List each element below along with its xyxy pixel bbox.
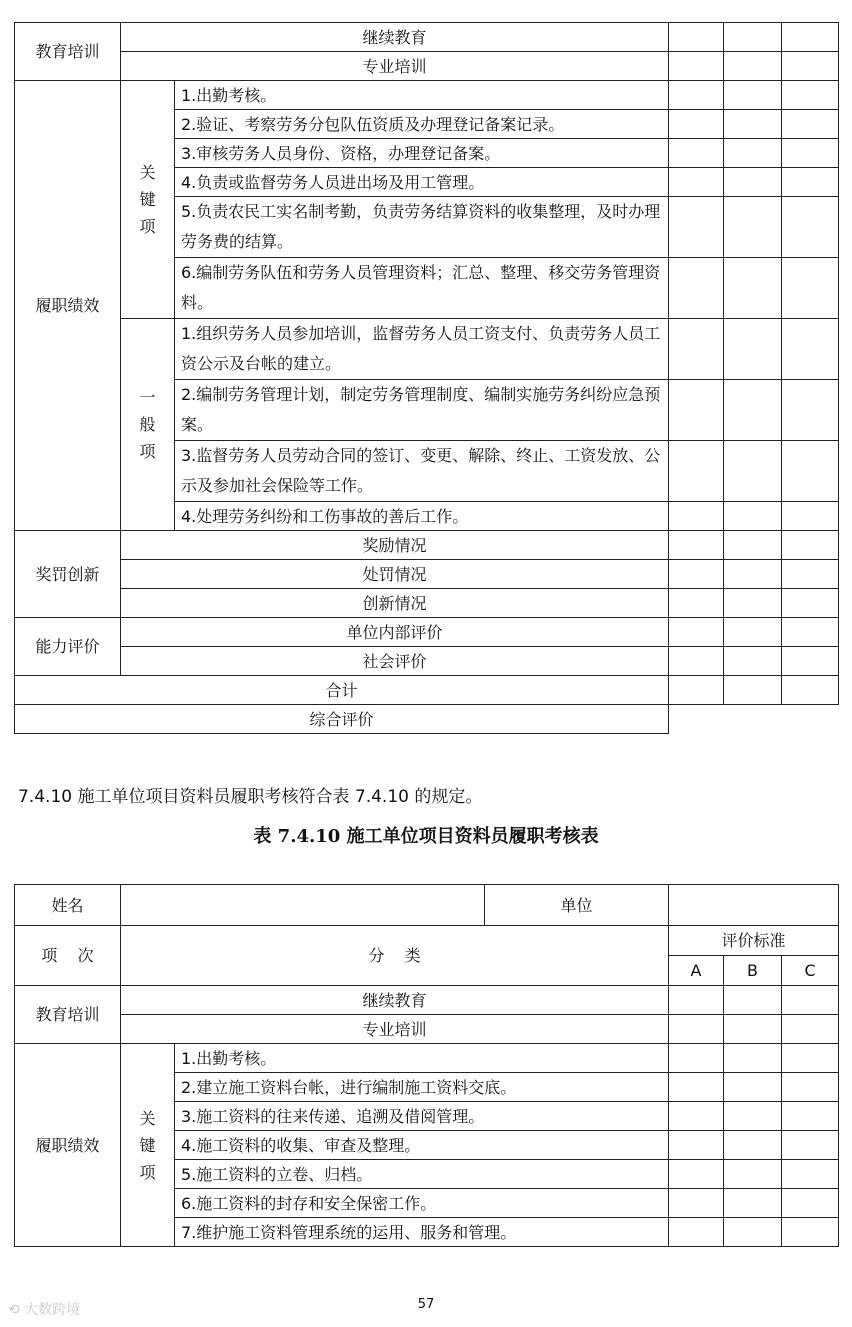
table-row xyxy=(15,589,839,618)
perf-label: 履职绩效 xyxy=(15,1044,121,1247)
criteria-header: 评价标准 xyxy=(669,926,839,956)
key-item: 5.负责农民工实名制考勤，负责劳务结算资料的收集整理，及时办理劳务费的结算。 xyxy=(175,197,669,258)
edu-item: 专业培训 xyxy=(121,52,669,81)
page-number: 57 xyxy=(417,1297,435,1312)
watermark-text: 大数跨境 xyxy=(24,1302,81,1318)
reward-item: 奖励情况 xyxy=(121,531,669,560)
general-items-label: 一 般 项 xyxy=(121,319,175,531)
table-row xyxy=(15,1015,839,1044)
watermark xyxy=(8,1299,80,1319)
watermark-icon: ⟲ xyxy=(8,1302,25,1318)
table-row xyxy=(15,81,839,110)
key-item: 4.负责或监督劳务人员进出场及用工管理。 xyxy=(175,168,669,197)
table-row xyxy=(15,23,839,52)
unit-value xyxy=(669,885,839,926)
table-row xyxy=(15,319,839,380)
reward-item: 处罚情况 xyxy=(121,560,669,589)
overall-label: 综合评价 xyxy=(15,705,669,734)
table-caption: 表 7.4.10 施工单位项目资料员履职考核表 xyxy=(253,826,599,847)
table-row xyxy=(15,1044,839,1073)
name-value xyxy=(121,885,485,926)
labor-assessment-table xyxy=(14,22,839,734)
edu-item: 继续教育 xyxy=(121,986,669,1015)
key-item: 7.维护施工资料管理系统的运用、服务和管理。 xyxy=(175,1218,669,1247)
unit-label: 单位 xyxy=(485,885,669,926)
ability-item: 社会评价 xyxy=(121,647,669,676)
table-row xyxy=(15,926,839,956)
key-item: 4.施工资料的收集、审查及整理。 xyxy=(175,1131,669,1160)
perf-label: 履职绩效 xyxy=(15,81,121,531)
total-label: 合计 xyxy=(15,676,669,705)
category-header: 分 类 xyxy=(121,926,669,986)
key-item: 5.施工资料的立卷、归档。 xyxy=(175,1160,669,1189)
general-item: 1.组织劳务人员参加培训，监督劳务人员工资支付、负责劳务人员工资公示及台帐的建立。 xyxy=(175,319,669,380)
key-item: 6.施工资料的封存和安全保密工作。 xyxy=(175,1189,669,1218)
key-items-label: 关 键 项 xyxy=(121,81,175,319)
key-items-label: 关 键 项 xyxy=(121,1044,175,1247)
edu-item: 继续教育 xyxy=(121,23,669,52)
key-item: 6.编制劳务队伍和劳务人员管理资料；汇总、整理、移交劳务管理资料。 xyxy=(175,258,669,319)
table-row xyxy=(15,647,839,676)
grade-b: B xyxy=(724,956,782,986)
reward-label: 奖罚创新 xyxy=(15,531,121,618)
key-item: 1.出勤考核。 xyxy=(175,1044,669,1073)
grade-a: A xyxy=(669,956,724,986)
clause-7-4-10: 7.4.10 施工单位项目资料员履职考核符合表 7.4.10 的规定。 xyxy=(18,787,483,807)
archivist-assessment-table xyxy=(14,884,839,1247)
key-item: 2.验证、考察劳务分包队伍资质及办理登记备案记录。 xyxy=(175,110,669,139)
reward-item: 创新情况 xyxy=(121,589,669,618)
edu-label: 教育培训 xyxy=(15,23,121,81)
key-item: 3.审核劳务人员身份、资格，办理登记备案。 xyxy=(175,139,669,168)
table-row xyxy=(15,705,839,734)
key-item: 2.建立施工资料台帐，进行编制施工资料交底。 xyxy=(175,1073,669,1102)
grade-c: C xyxy=(782,956,839,986)
item-header: 项 次 xyxy=(15,926,121,986)
table-row xyxy=(15,52,839,81)
edu-label: 教育培训 xyxy=(15,986,121,1044)
general-item: 2.编制劳务管理计划，制定劳务管理制度、编制实施劳务纠纷应急预案。 xyxy=(175,380,669,441)
key-item: 1.出勤考核。 xyxy=(175,81,669,110)
ability-label: 能力评价 xyxy=(15,618,121,676)
ability-item: 单位内部评价 xyxy=(121,618,669,647)
table-row xyxy=(15,560,839,589)
name-label: 姓名 xyxy=(15,885,121,926)
table-row xyxy=(15,531,839,560)
general-item: 3.监督劳务人员劳动合同的签订、变更、解除、终止、工资发放、公示及参加社会保险等工作。 xyxy=(175,441,669,502)
table-row xyxy=(15,618,839,647)
edu-item: 专业培训 xyxy=(121,1015,669,1044)
general-item: 4.处理劳务纠纷和工伤事故的善后工作。 xyxy=(175,502,669,531)
table-row xyxy=(15,676,839,705)
table-row xyxy=(15,986,839,1015)
key-item: 3.施工资料的往来传递、追溯及借阅管理。 xyxy=(175,1102,669,1131)
table-row xyxy=(15,885,839,926)
